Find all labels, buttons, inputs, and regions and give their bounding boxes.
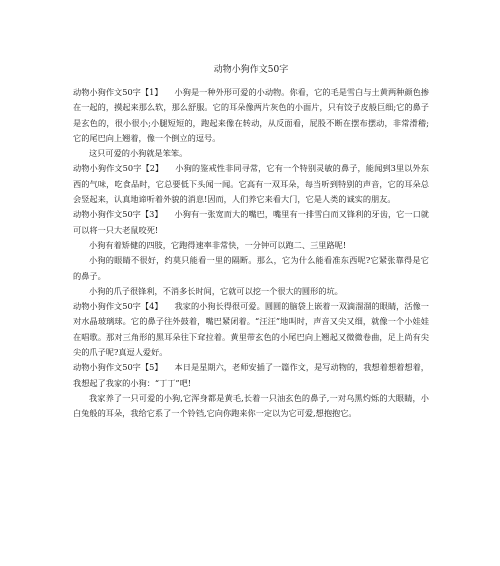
essay-label-2: 动物小狗作文50字【2】 — [73, 163, 164, 174]
essay-text-3b: 小狗有着矫健的四肢，它跑得速率非常快，一分钟可以跑二、三里路呢! — [89, 239, 347, 250]
essay-text-5b: 我家养了一只可爱的小狗,它浑身都是黄毛,长着一只油玄色的鼻子,一对乌黑灼烁的大眼睛，小白兔般的耳朵，我给它系了一个铃铛,它向你跑来你一定以为它可爱,想抱抱它。 — [73, 392, 429, 419]
essay-text-4: 我家的小狗长得很可爱。圆圆的脑袋上嵌着一双滴溜溜的眼睛，活像一对水晶玻璃球。它的鼻子往外鼓着，嘴巴紧闭着。“汪汪”地叫时，声音又尖又细，就像一个小娃娃在唱歌。那对三角形的黑耳朵往下耷拉着。黄里带玄色的小尾巴向上翘起又微微卷曲，足上尚有尖尖的爪子呢?真逗人爱好。 — [73, 301, 429, 358]
essay-text-1b: 这只可爱的小狗就是笨笨。 — [89, 148, 188, 159]
essay-paragraph-3 — [73, 207, 429, 238]
essay-text-3c: 小狗的眼睛不很好，约莫只能看一里的隔断。那么，它为什么能看准东西呢?它紧张靠得是它的鼻子。 — [73, 255, 429, 281]
document-page — [73, 64, 429, 422]
essay-paragraph-5b — [73, 391, 429, 422]
essay-paragraph-1 — [73, 85, 429, 146]
essay-label-3: 动物小狗作文50字【3】 — [73, 209, 163, 220]
essay-text-3d: 小狗的爪子很锋利，不消多长时间，它就可以挖一个很大的圆形的坑。 — [89, 285, 343, 296]
essay-paragraph-1b — [73, 146, 429, 161]
essay-paragraph-3b — [73, 238, 429, 253]
essay-paragraph-3c — [73, 253, 429, 284]
essay-paragraph-3d — [73, 284, 429, 299]
essay-label-5: 动物小狗作文50字【5】 — [73, 362, 163, 373]
essay-label-4: 动物小狗作文50字【4】 — [73, 301, 163, 312]
document-title: 动物小狗作文50字 — [213, 65, 289, 75]
essay-paragraph-2 — [73, 161, 429, 207]
essay-label-1: 动物小狗作文50字【1】 — [73, 87, 163, 97]
essay-text-2: 小狗的鉴戒性非同寻常，它有一个特别灵敏的鼻子，能闻到3里以外东西的气味，吃食品时，它总要低下头闻一闻。它高有一双耳朵，每当听到特别的声音，它的耳朵总会竖起来，认真地谛听着外貌的消息!因而，人们养它来看大门，它是人类的诚实的朋友。 — [73, 163, 429, 205]
essay-paragraph-5 — [73, 360, 429, 391]
essay-paragraph-4 — [73, 299, 429, 360]
essay-text-1: 小狗是一种外形可爱的小动物。你看，它的毛是雪白与土黄两种颜色掺在一起的，摸起来那么软，那么舒服。它的耳朵像两片灰色的小面片，只有饺子皮般巨细;它的鼻子是玄色的，很小很小;小腿短短的，跑起来像在转动，从反面看，屁股不断在摆布摆动，非常滑稽;它的尾巴向上翘着，像一个倒立的逗号。 — [73, 87, 429, 143]
essay-text-3: 小狗有一张宽而大的嘴巴，嘴里有一排雪白而又锋利的牙齿，它一口就可以将一只大老鼠咬死! — [73, 209, 429, 235]
essay-text-5: 本日是星期六，老师安插了一篇作文，是写动物的，我想着想着想着，我想起了我家的小狗：“丁丁”吧! — [73, 362, 429, 388]
